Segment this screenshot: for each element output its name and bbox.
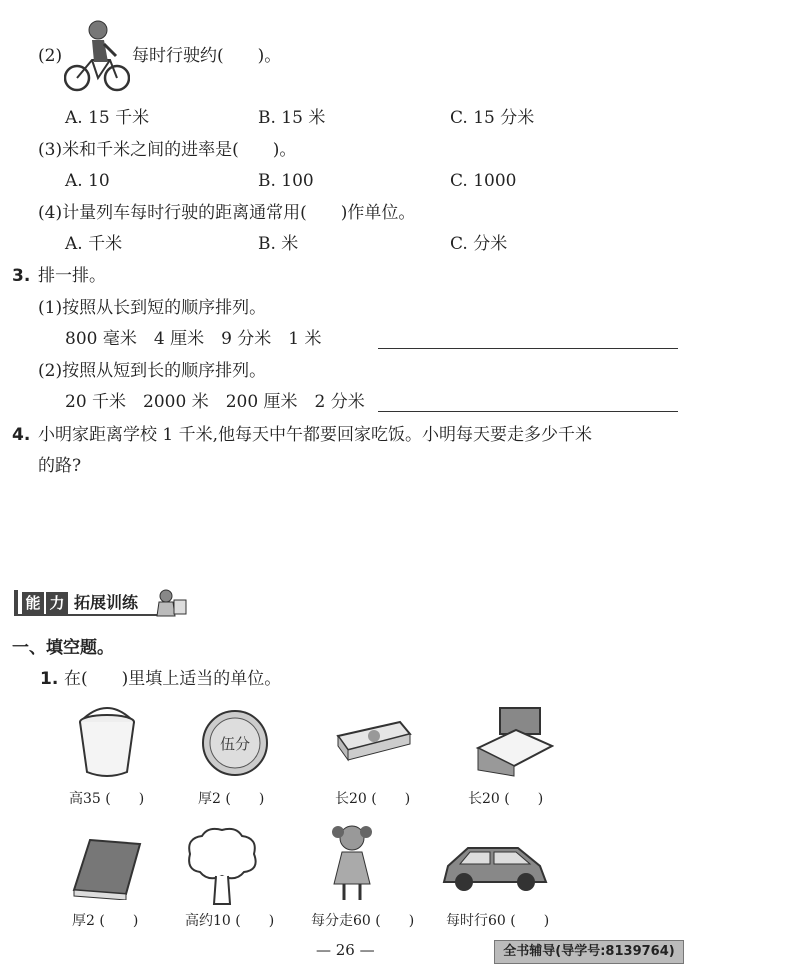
q2-4-option-a: A. 千米	[65, 234, 123, 254]
q3-number: 3.	[12, 266, 31, 286]
coin-text: 伍分	[219, 735, 251, 753]
pencil-case-icon	[334, 716, 412, 764]
section-char-1: 能	[22, 592, 44, 614]
q2-2-number: (2)	[38, 46, 63, 66]
part1-title: 一、填空题。	[12, 638, 114, 658]
item-caption-6: 高约10 ( )	[185, 913, 275, 929]
q2-4-text: (4)计量列车每时行驶的距离通常用( )作单位。	[38, 203, 416, 223]
q4-number: 4.	[12, 425, 31, 445]
section-char-2: 力	[46, 592, 68, 614]
section-underline	[14, 614, 174, 616]
q2-2-option-b: B. 15 米	[258, 108, 326, 128]
q2-3-option-a: A. 10	[65, 171, 110, 191]
coin-icon	[200, 708, 270, 778]
q4-line2: 的路?	[38, 456, 82, 476]
page-number: — 26 —	[316, 941, 375, 959]
item-caption-5: 厚2 ( )	[72, 913, 139, 929]
part1-q1-number: 1.	[40, 669, 59, 689]
q2-2-option-a: A. 15 千米	[65, 108, 150, 128]
section-header	[14, 588, 190, 618]
footer-guide-box: 全书辅导(导学号:8139764)	[494, 940, 684, 964]
q2-4-option-b: B. 米	[258, 234, 299, 254]
part1-q1-text: 在( )里填上适当的单位。	[64, 669, 282, 689]
item-caption-2: 厚2 ( )	[198, 791, 265, 807]
item-caption-3: 长20 ( )	[335, 791, 411, 807]
section-title: 拓展训练	[74, 593, 139, 612]
q2-3-option-c: C. 1000	[450, 171, 517, 191]
q3-sub2: (2)按照从短到长的顺序排列。	[38, 361, 267, 381]
bucket-icon	[74, 702, 140, 780]
book-icon	[70, 836, 144, 900]
bed-icon	[470, 704, 554, 778]
q2-2-option-c: C. 15 分米	[450, 108, 535, 128]
item-caption-4: 长20 ( )	[468, 791, 544, 807]
q3-sub2-items: 20 千米 2000 米 200 厘米 2 分米	[65, 392, 365, 412]
car-icon	[440, 836, 550, 894]
q2-3-option-b: B. 100	[258, 171, 314, 191]
q3-title: 排一排。	[38, 266, 106, 286]
item-caption-1: 高35 ( )	[69, 791, 145, 807]
item-caption-8: 每时行60 ( )	[446, 913, 550, 929]
q3-sub1-items: 800 毫米 4 厘米 9 分米 1 米	[65, 329, 322, 349]
q2-4-option-c: C. 分米	[450, 234, 508, 254]
girl-icon	[328, 822, 376, 906]
student-reading-icon	[154, 588, 188, 618]
q2-3-text: (3)米和千米之间的进率是( )。	[38, 140, 297, 160]
item-caption-7: 每分走60 ( )	[311, 913, 415, 929]
q2-2-text: 每时行驶约( )。	[132, 46, 282, 66]
tree-icon	[184, 826, 260, 906]
q4-line1: 小明家距离学校 1 千米,他每天中午都要回家吃饭。小明每天要走多少千米	[38, 425, 593, 445]
q3-sub1: (1)按照从长到短的顺序排列。	[38, 298, 267, 318]
cyclist-icon	[64, 18, 130, 94]
answer-line-1[interactable]	[378, 348, 678, 349]
section-bar	[14, 590, 18, 616]
answer-line-2[interactable]	[378, 411, 678, 412]
